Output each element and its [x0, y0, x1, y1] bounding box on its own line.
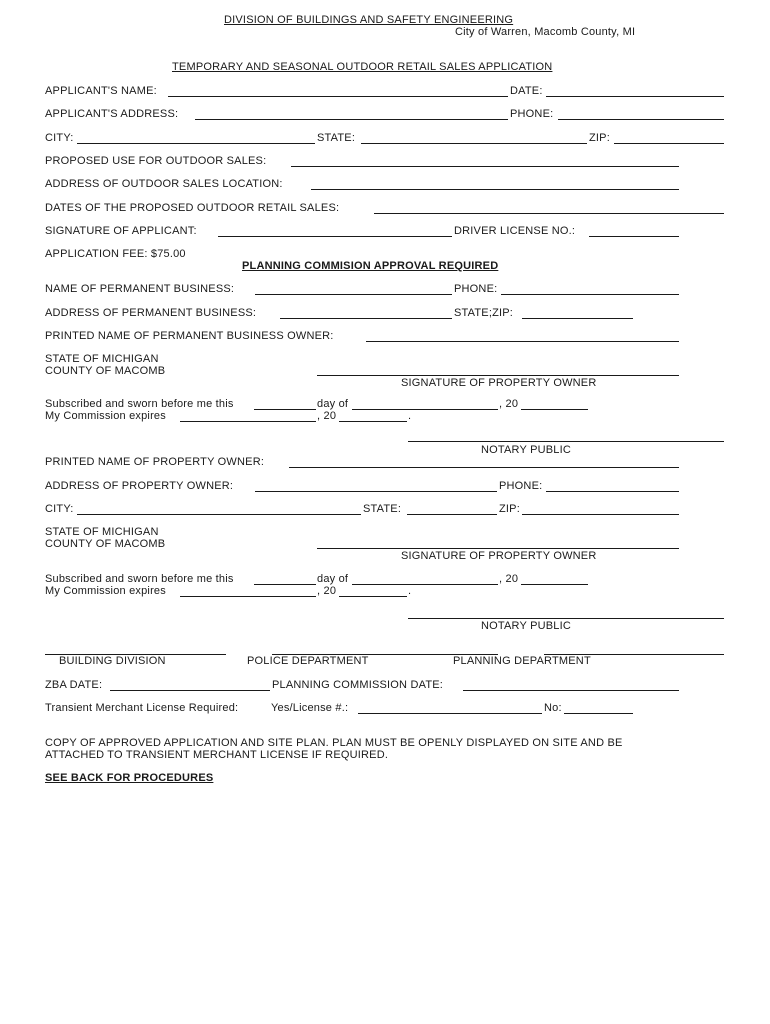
business-owner-field[interactable] [366, 341, 679, 342]
business-owner-label: PRINTED NAME OF PERMANENT BUSINESS OWNER: [45, 330, 334, 342]
owner-state-label: STATE: [363, 503, 402, 515]
planning-commission-date-field[interactable] [463, 690, 679, 691]
notary2-day-field[interactable] [254, 584, 316, 585]
sales-dates-label: DATES OF THE PROPOSED OUTDOOR RETAIL SALES: [45, 202, 340, 214]
notary2-commission-field[interactable] [180, 596, 316, 597]
license-no-label: No: [544, 702, 562, 714]
notary2-sworn-label-b: day of [317, 573, 349, 585]
division-title: DIVISION OF BUILDINGS AND SAFETY ENGINEERING [224, 14, 514, 26]
owner-phone-field[interactable] [546, 491, 679, 492]
owner-city-field[interactable] [77, 514, 361, 515]
notary1-year-field[interactable] [521, 409, 588, 410]
owner-address-field[interactable] [255, 491, 497, 492]
proposed-use-label: PROPOSED USE FOR OUTDOOR SALES: [45, 155, 267, 167]
transient-license-label: Transient Merchant License Required: [45, 702, 239, 714]
notary2-county: COUNTY OF MACOMB [45, 538, 166, 550]
business-phone-field[interactable] [501, 294, 679, 295]
notary2-public-signature-field[interactable] [408, 618, 724, 619]
phone-label: PHONE: [510, 108, 554, 120]
zip-label: ZIP: [589, 132, 610, 144]
applicant-signature-label: SIGNATURE OF APPLICANT: [45, 225, 197, 237]
notary1-day-field[interactable] [254, 409, 316, 410]
applicant-signature-field[interactable] [218, 236, 452, 237]
notary1-owner-signature-field[interactable] [317, 375, 679, 376]
notary1-commission-year-field[interactable] [339, 421, 407, 422]
applicant-address-label: APPLICANT'S ADDRESS: [45, 108, 179, 120]
sales-location-field[interactable] [311, 189, 679, 190]
applicant-name-field[interactable] [168, 96, 508, 97]
police-department-label: POLICE DEPARTMENT [247, 655, 369, 667]
notary1-month-field[interactable] [352, 409, 498, 410]
copy-note-line-1: COPY OF APPROVED APPLICATION AND SITE PLAN. PLAN MUST BE OPENLY DISPLAYED ON SITE AND BE [45, 737, 623, 749]
building-division-label: BUILDING DIVISION [59, 655, 166, 667]
owner-state-field[interactable] [407, 514, 497, 515]
date-field[interactable] [546, 96, 724, 97]
city-field[interactable] [77, 143, 315, 144]
form-title: TEMPORARY AND SEASONAL OUTDOOR RETAIL SALES APPLICATION [172, 61, 553, 73]
state-field[interactable] [361, 143, 587, 144]
planning-department-label: PLANNING DEPARTMENT [453, 655, 591, 667]
notary2-sworn-label-c: , 20 [499, 573, 519, 585]
application-fee: APPLICATION FEE: $75.00 [45, 248, 186, 260]
notary1-commission-field[interactable] [180, 421, 316, 422]
see-back-procedures: SEE BACK FOR PROCEDURES [45, 772, 214, 784]
notary2-owner-signature-field[interactable] [317, 548, 679, 549]
city-subtitle: City of Warren, Macomb County, MI [455, 26, 636, 38]
applicant-address-field[interactable] [195, 119, 508, 120]
business-name-field[interactable] [255, 294, 452, 295]
owner-printed-name-field[interactable] [289, 467, 679, 468]
city-label: CITY: [45, 132, 74, 144]
driver-license-label: DRIVER LICENSE NO.: [454, 225, 576, 237]
planning-approval-note: PLANNING COMMISION APPROVAL REQUIRED [242, 260, 499, 272]
notary1-state: STATE OF MICHIGAN [45, 353, 159, 365]
owner-zip-field[interactable] [522, 514, 679, 515]
notary1-commission-period: . [408, 410, 412, 422]
business-name-label: NAME OF PERMANENT BUSINESS: [45, 283, 235, 295]
business-address-label: ADDRESS OF PERMANENT BUSINESS: [45, 307, 257, 319]
notary2-commission-label: My Commission expires [45, 585, 166, 597]
planning-commission-date-label: PLANNING COMMISSION DATE: [272, 679, 444, 691]
sales-location-label: ADDRESS OF OUTDOOR SALES LOCATION: [45, 178, 283, 190]
zba-date-label: ZBA DATE: [45, 679, 103, 691]
notary2-commission-year-label: , 20 [317, 585, 337, 597]
notary2-signature-label: SIGNATURE OF PROPERTY OWNER [401, 550, 597, 562]
owner-printed-name-label: PRINTED NAME OF PROPERTY OWNER: [45, 456, 265, 468]
applicant-name-label: APPLICANT'S NAME: [45, 85, 157, 97]
zip-field[interactable] [614, 143, 724, 144]
notary2-public-label: NOTARY PUBLIC [481, 620, 572, 632]
notary1-sworn-label-b: day of [317, 398, 349, 410]
notary2-sworn-label-a: Subscribed and sworn before me this [45, 573, 234, 585]
notary2-year-field[interactable] [521, 584, 588, 585]
notary1-county: COUNTY OF MACOMB [45, 365, 166, 377]
proposed-use-field[interactable] [291, 166, 679, 167]
notary2-month-field[interactable] [352, 584, 498, 585]
business-phone-label: PHONE: [454, 283, 498, 295]
date-label: DATE: [510, 85, 543, 97]
license-no-field[interactable] [564, 713, 633, 714]
notary1-commission-year-label: , 20 [317, 410, 337, 422]
notary1-commission-label: My Commission expires [45, 410, 166, 422]
owner-zip-label: ZIP: [499, 503, 520, 515]
notary2-commission-period: . [408, 585, 412, 597]
owner-phone-label: PHONE: [499, 480, 543, 492]
sales-dates-field[interactable] [374, 213, 724, 214]
copy-note-line-2: ATTACHED TO TRANSIENT MERCHANT LICENSE IF REQUIRED. [45, 749, 389, 761]
owner-city-label: CITY: [45, 503, 74, 515]
license-number-field[interactable] [358, 713, 542, 714]
license-number-label: Yes/License #.: [271, 702, 349, 714]
notary1-public-signature-field[interactable] [408, 441, 724, 442]
notary2-commission-year-field[interactable] [339, 596, 407, 597]
business-address-field[interactable] [280, 318, 452, 319]
phone-field[interactable] [558, 119, 724, 120]
business-state-zip-field[interactable] [522, 318, 633, 319]
owner-address-label: ADDRESS OF PROPERTY OWNER: [45, 480, 234, 492]
notary1-public-label: NOTARY PUBLIC [481, 444, 572, 456]
driver-license-field[interactable] [589, 236, 679, 237]
business-state-zip-label: STATE;ZIP: [454, 307, 514, 319]
state-label: STATE: [317, 132, 356, 144]
notary2-state: STATE OF MICHIGAN [45, 526, 159, 538]
notary1-sworn-label-a: Subscribed and sworn before me this [45, 398, 234, 410]
notary1-sworn-label-c: , 20 [499, 398, 519, 410]
notary1-signature-label: SIGNATURE OF PROPERTY OWNER [401, 377, 597, 389]
zba-date-field[interactable] [110, 690, 270, 691]
